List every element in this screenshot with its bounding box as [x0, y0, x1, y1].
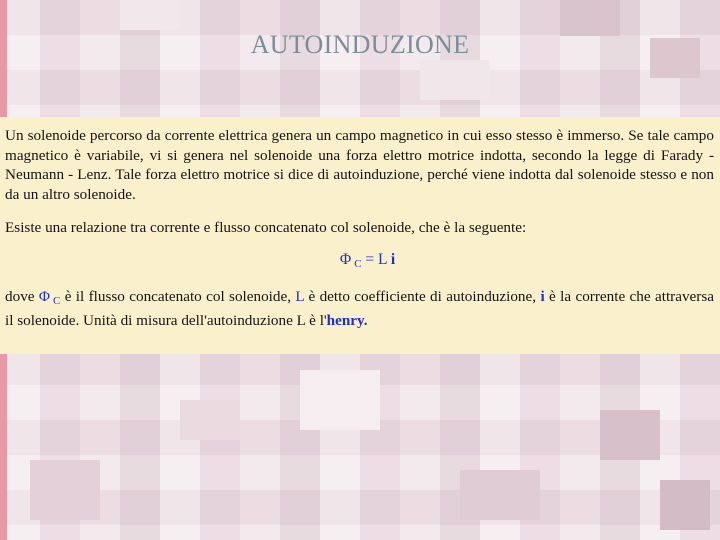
content-panel — [0, 117, 720, 354]
definition-phi-symbol: Φ — [38, 287, 50, 305]
background-tile — [180, 400, 240, 440]
definition-paragraph — [5, 287, 714, 331]
definition-part1: è il flusso concatenato col solenoide, — [64, 287, 292, 305]
background-tile — [300, 370, 380, 430]
formula-i: i — [390, 250, 396, 268]
formula-phi: Φ — [339, 250, 352, 268]
inductance-formula — [5, 250, 714, 275]
definition-phi — [39, 288, 60, 305]
background-tile — [460, 470, 540, 520]
definition-part2: è detto coefficiente di autoinduzione, — [308, 287, 537, 305]
background-tile — [30, 460, 100, 520]
definition-part3: è la corrente che attraversa il solenoide. Unità di misura dell'autoinduzione L è l' — [5, 287, 715, 330]
formula-rhs: = L — [365, 250, 387, 268]
intro-paragraph: Un solenoide percorso da corrente elettrica genera un campo magnetico in cui esso stesso è immerso. Se tale campo magnetico è variabile, vi si genera nel solenoide una forza elettro motrice indotta, secondo la legge di Farady - Neumann - Lenz. Tale forza elettro motrice si dice di autoinduzione, perché viene indotta dal solenoide stesso e non da un altro solenoide. — [5, 127, 714, 203]
background-tile — [120, 0, 180, 30]
relation-paragraph: Esiste una relazione tra corrente e flusso concatenato col solenoide, che è la seguente: — [5, 219, 527, 237]
definition-unit: henry. — [326, 312, 368, 330]
page-title: AUTOINDUZIONE — [250, 30, 470, 59]
definition-L: L — [295, 287, 305, 305]
definition-intro: dove — [5, 287, 35, 305]
background-tile — [420, 60, 490, 100]
definition-i: i — [540, 287, 545, 305]
formula-subscript: C — [354, 257, 362, 270]
background-tile — [660, 480, 710, 530]
background-tile — [600, 410, 660, 460]
definition-phi-subscript: C — [53, 294, 61, 307]
